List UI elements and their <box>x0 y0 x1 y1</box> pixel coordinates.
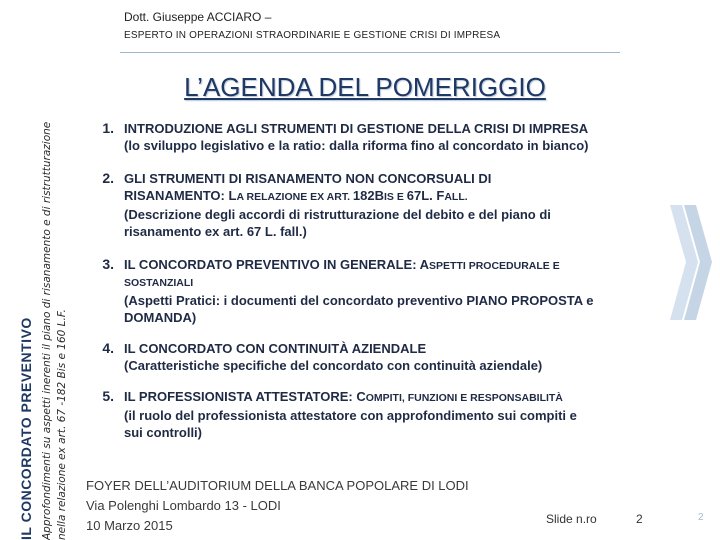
header-divider <box>120 52 620 53</box>
heading-part: ALL. <box>444 191 468 203</box>
agenda-item-heading <box>124 256 644 275</box>
heading-part: A RELAZIONE EX ART. <box>236 191 353 203</box>
agenda-item-number: 4. <box>102 340 114 356</box>
agenda-item-heading-cont <box>124 187 644 206</box>
slide-number: 2 <box>636 512 643 526</box>
agenda-item-text <box>124 120 644 154</box>
heading-part: IL CONCORDATO PREVENTIVO IN GENERALE: A <box>124 257 430 272</box>
chevron-arrows-icon <box>668 205 716 320</box>
agenda-item-description: (Descrizione degli accordi di ristrutturazione del debito e del piano di <box>124 207 551 222</box>
event-location <box>86 476 469 536</box>
heading-part: 67L. F <box>406 188 445 203</box>
heading-part: RISANAMENTO: L <box>124 188 237 203</box>
page-title: L’AGENDA DEL POMERIGGIO <box>184 72 546 102</box>
author-name: Dott. Giuseppe ACCIARO – <box>124 10 272 24</box>
heading-part: IS E <box>384 191 407 203</box>
agenda-item-number: 1. <box>102 120 114 136</box>
agenda-item-description: (lo sviluppo legislativo e la ratio: dalla riforma fino al concordato in bianco) <box>124 138 589 153</box>
sidebar-main-title: IL CONCORDATO PREVENTIVO <box>18 317 34 540</box>
heading-part: IL PROFESSIONISTA ATTESTATORE: C <box>124 389 366 404</box>
sidebar-subtitle-2: nella relazione ex art. 67 -182 Bis e 160 L.F. <box>56 309 68 540</box>
heading-part: SPETTI PROCEDURALE E <box>429 260 560 272</box>
event-date: 10 Marzo 2015 <box>86 518 173 533</box>
agenda-item-description-cont: DOMANDA) <box>124 310 197 325</box>
agenda-item-number: 5. <box>102 388 114 404</box>
agenda-item-text <box>124 340 644 374</box>
sidebar <box>0 0 78 540</box>
slide-label: Slide n.ro <box>546 512 597 526</box>
agenda-item-description: (Aspetti Pratici: i documenti del concordato preventivo PIANO PROPOSTA e <box>124 293 594 308</box>
agenda-item-number: 3. <box>102 256 114 272</box>
slide-number-secondary: 2 <box>698 512 704 523</box>
venue-address: Via Polenghi Lombardo 13 - LODI <box>86 498 281 513</box>
venue-name: FOYER DELL’AUDITORIUM DELLA BANCA POPOLARE DI LODI <box>86 478 469 493</box>
agenda-item-heading: IL CONCORDATO CON CONTINUITÀ AZIENDALE <box>124 341 427 356</box>
author-role: ESPERTO IN OPERAZIONI STRAORDINARIE E GESTIONE CRISI DI IMPRESA <box>124 30 501 41</box>
agenda-item-number: 2. <box>102 170 114 186</box>
agenda-item-heading: GLI STRUMENTI DI RISANAMENTO NON CONCORSUALI DI <box>124 171 492 186</box>
agenda-item-description-cont: risanamento ex art. 67 L. fall.) <box>124 224 307 239</box>
agenda-item-text <box>124 388 644 441</box>
agenda-item-text <box>124 170 644 240</box>
agenda-item-description: (il ruolo del professionista attestatore con approfondimento sui compiti e <box>124 408 577 423</box>
heading-part: OMPITI, FUNZIONI E RESPONSABILITÀ <box>365 392 563 404</box>
sidebar-subtitle-1: Approfondimenti su aspetti inerenti il piano di risanamento e di ristrutturazione <box>41 121 53 540</box>
agenda-item-heading-cont: SOSTANZIALI <box>124 277 194 289</box>
agenda-item-description: (Caratteristiche specifiche del concordato con continuità aziendale) <box>124 358 543 373</box>
agenda-item-heading: INTRODUZIONE AGLI STRUMENTI DI GESTIONE DELLA CRISI DI IMPRESA <box>124 121 589 136</box>
agenda-item-description-cont: sui controlli) <box>124 425 202 440</box>
agenda-item-text <box>124 256 644 326</box>
heading-part: 182B <box>352 188 384 203</box>
agenda-item-heading <box>124 388 644 407</box>
